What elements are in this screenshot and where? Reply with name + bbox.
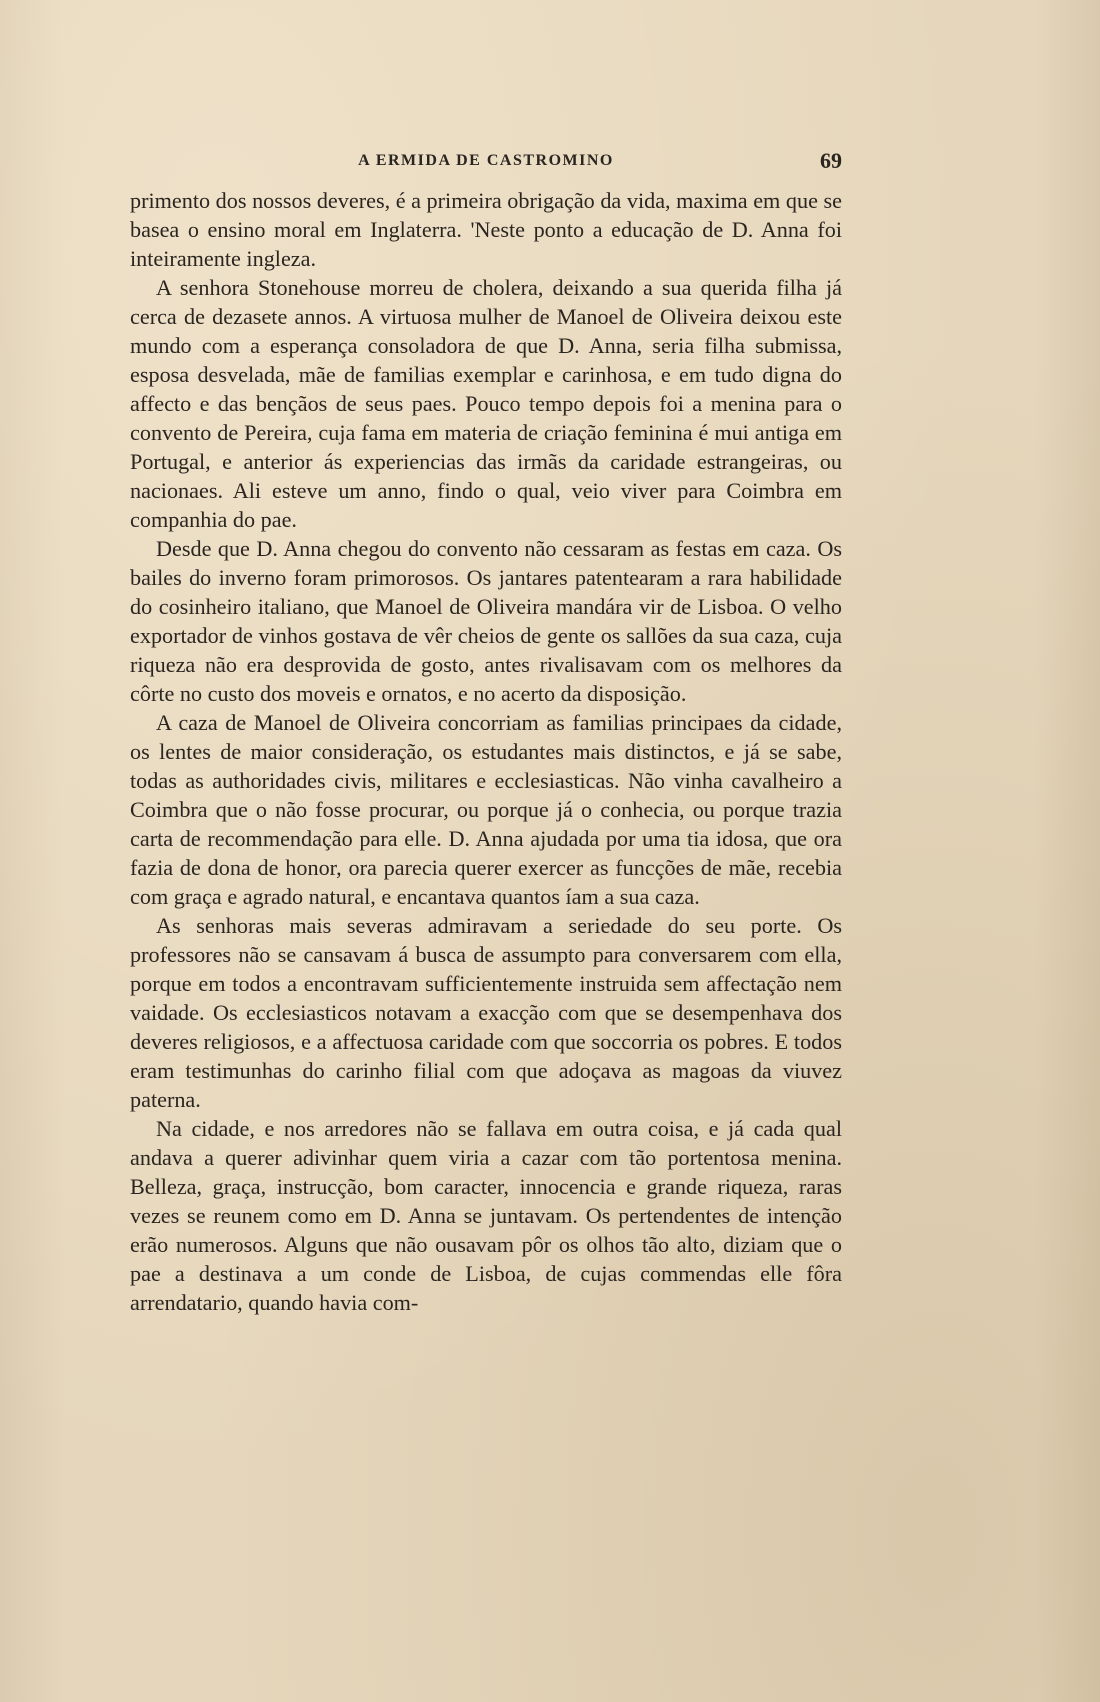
paragraph: Desde que D. Anna chegou do convento não cessaram as festas em caza. Os bailes do inverno foram primorosos. Os jantares patentearam a rara habilidade do cosinheiro italiano, que Manoel de Oliveira mandára vir de Lisboa. O velho exportador de vinhos gostava de vêr cheios de gente os sallões da sua caza, cuja riqueza não era desprovida de gosto, antes rivalisavam com os melhores da côrte no custo dos moveis e ornatos, e no acerto da disposição.: [130, 536, 842, 706]
paragraph: A senhora Stonehouse morreu de cholera, deixando a sua querida filha já cerca de dezasete annos. A virtuosa mulher de Manoel de Oliveira deixou este mundo com a esperança consoladora de que D. Anna, seria filha submissa, esposa desvelada, mãe de familias exemplar e carinhosa, e em tudo digna do affecto e das bençãos de seus paes. Pouco tempo depois foi a menina para o convento de Pereira, cuja fama em materia de criação feminina é mui antiga em Portugal, e anterior ás experiencias das irmãs da caridade estrangeiras, ou nacionaes. Ali esteve um anno, findo o qual, veio viver para Coimbra em companhia do pae.: [130, 275, 842, 532]
paragraph: As senhoras mais severas admiravam a seriedade do seu porte. Os professores não se cansavam á busca de assumpto para conversarem com ella, porque em todos a encontravam sufficientemente instruida sem affectação nem vaidade. Os ecclesiasticos notavam a exacção com que se desempenhava dos deveres religiosos, e a affectuosa caridade com que soccorria os pobres. E todos eram testimunhas do carinho filial com que adoçava as magoas da viuvez paterna.: [130, 913, 842, 1112]
page-number: 69: [820, 148, 842, 173]
paragraph-continuation: primento dos nossos deveres, é a primeira obrigação da vida, maxima em que se basea o ensino moral em Inglaterra. 'Neste ponto a educação de D. Anna foi inteiramente ingleza.: [130, 188, 842, 271]
body-text: [130, 186, 842, 1317]
paragraph: A caza de Manoel de Oliveira concorriam as familias principaes da cidade, os lentes de maior consideração, os estudantes mais distinctos, e já se sabe, todas as authoridades civis, militares e ecclesiasticas. Não vinha cavalheiro a Coimbra que o não fosse procurar, ou porque já o conhecia, ou porque trazia carta de recommendação para elle. D. Anna ajudada por uma tia idosa, que ora fazia de dona de honor, ora parecia querer exercer as funcções de mãe, recebia com graça e agrado natural, e encantava quantos íam a sua caza.: [130, 710, 842, 909]
page-header: [130, 148, 842, 178]
running-title: A ERMIDA DE CASTROMINO: [358, 152, 614, 169]
paragraph: Na cidade, e nos arredores não se fallava em outra coisa, e já cada qual andava a querer adivinhar quem viria a cazar com tão portentosa menina. Belleza, graça, instrucção, bom caracter, innocencia e grande riqueza, raras vezes se reunem como em D. Anna se juntavam. Os pertendentes de intenção erão numerosos. Alguns que não ousavam pôr os olhos tão alto, diziam que o pae a destinava a um conde de Lisboa, de cujas commendas elle fôra arrendatario, quando havia com-: [130, 1116, 842, 1315]
